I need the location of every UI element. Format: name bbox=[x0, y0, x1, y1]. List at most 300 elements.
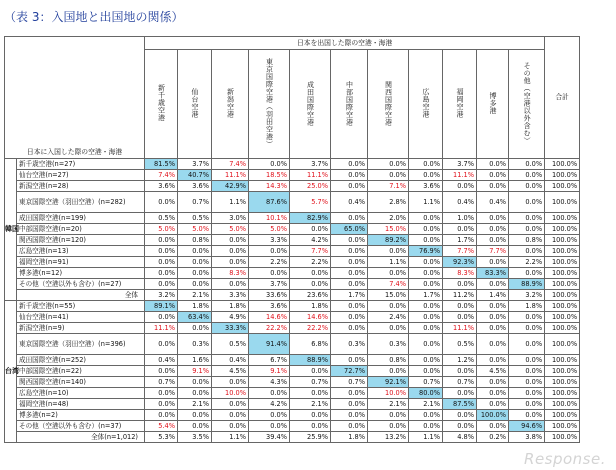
value-cell: 88.9% bbox=[509, 279, 545, 290]
value-cell: 0.0% bbox=[368, 301, 409, 312]
value-cell: 0.0% bbox=[443, 301, 477, 312]
value-cell: 18.5% bbox=[249, 170, 290, 181]
value-cell: 0.0% bbox=[249, 159, 290, 170]
table-row bbox=[5, 246, 580, 257]
row-total-cell: 100.0% bbox=[545, 246, 580, 257]
value-cell: 0.4% bbox=[477, 192, 509, 213]
value-cell: 42.9% bbox=[212, 181, 249, 192]
value-cell: 3.6% bbox=[249, 301, 290, 312]
value-cell: 0.0% bbox=[331, 181, 368, 192]
value-cell: 3.0% bbox=[212, 213, 249, 224]
value-cell: 0.0% bbox=[509, 323, 545, 334]
row-total-cell: 100.0% bbox=[545, 388, 580, 399]
total-value-cell: 1.7% bbox=[409, 290, 443, 301]
value-cell: 0.5% bbox=[212, 334, 249, 355]
value-cell: 0.8% bbox=[368, 355, 409, 366]
value-cell: 72.7% bbox=[331, 366, 368, 377]
total-value-cell: 1.7% bbox=[331, 290, 368, 301]
value-cell: 2.2% bbox=[509, 257, 545, 268]
value-cell: 22.2% bbox=[290, 323, 331, 334]
value-cell: 40.7% bbox=[178, 170, 212, 181]
value-cell: 4.9% bbox=[212, 312, 249, 323]
value-cell: 0.7% bbox=[331, 377, 368, 388]
value-cell: 0.0% bbox=[368, 366, 409, 377]
row-label: 博多港(n=12) bbox=[17, 268, 145, 279]
value-cell: 8.3% bbox=[443, 268, 477, 279]
value-cell: 1.8% bbox=[212, 301, 249, 312]
value-cell: 0.0% bbox=[178, 257, 212, 268]
value-cell: 0.0% bbox=[178, 279, 212, 290]
value-cell: 91.4% bbox=[249, 334, 290, 355]
value-cell: 0.7% bbox=[145, 377, 178, 388]
value-cell: 0.0% bbox=[509, 410, 545, 421]
value-cell: 9.1% bbox=[249, 366, 290, 377]
value-cell: 0.0% bbox=[331, 355, 368, 366]
value-cell: 2.1% bbox=[409, 399, 443, 410]
value-cell: 4.2% bbox=[290, 235, 331, 246]
value-cell: 100.0% bbox=[477, 410, 509, 421]
value-cell: 0.0% bbox=[409, 235, 443, 246]
value-cell: 3.6% bbox=[178, 181, 212, 192]
value-cell: 0.0% bbox=[409, 159, 443, 170]
value-cell: 0.7% bbox=[290, 377, 331, 388]
value-cell: 5.0% bbox=[145, 224, 178, 235]
value-cell: 0.0% bbox=[145, 235, 178, 246]
value-cell: 1.1% bbox=[212, 192, 249, 213]
value-cell: 0.0% bbox=[409, 170, 443, 181]
value-cell: 0.0% bbox=[331, 312, 368, 323]
row-label: 仙台空港(n=41) bbox=[17, 312, 145, 323]
row-label: 新潟空港(n=9) bbox=[17, 323, 145, 334]
row-total-cell: 100.0% bbox=[545, 257, 580, 268]
value-cell: 2.8% bbox=[368, 192, 409, 213]
row-label: 福岡空港(n=91) bbox=[17, 257, 145, 268]
value-cell: 9.1% bbox=[178, 366, 212, 377]
row-total-cell: 100.0% bbox=[545, 224, 580, 235]
total-value-cell: 23.6% bbox=[290, 290, 331, 301]
value-cell: 63.4% bbox=[178, 312, 212, 323]
value-cell: 1.2% bbox=[443, 355, 477, 366]
total-value-cell: 13.2% bbox=[368, 432, 409, 443]
value-cell: 0.0% bbox=[290, 388, 331, 399]
value-cell: 0.0% bbox=[509, 224, 545, 235]
value-cell: 0.0% bbox=[178, 421, 212, 432]
value-cell: 7.4% bbox=[368, 279, 409, 290]
row-total-cell: 100.0% bbox=[545, 312, 580, 323]
value-cell: 0.0% bbox=[509, 334, 545, 355]
value-cell: 0.0% bbox=[477, 181, 509, 192]
value-cell: 0.0% bbox=[409, 421, 443, 432]
value-cell: 14.6% bbox=[290, 312, 331, 323]
value-cell: 0.0% bbox=[477, 388, 509, 399]
row-total-cell: 100.0% bbox=[545, 279, 580, 290]
table-row bbox=[5, 170, 580, 181]
value-cell: 1.1% bbox=[409, 192, 443, 213]
value-cell: 3.7% bbox=[290, 159, 331, 170]
table-row bbox=[5, 323, 580, 334]
value-cell: 0.0% bbox=[509, 377, 545, 388]
value-cell: 0.0% bbox=[290, 421, 331, 432]
value-cell: 3.6% bbox=[409, 181, 443, 192]
value-cell: 0.5% bbox=[145, 213, 178, 224]
port-header: 福岡空港 bbox=[443, 50, 477, 159]
value-cell: 0.3% bbox=[331, 334, 368, 355]
table-row bbox=[5, 192, 580, 213]
value-cell: 0.0% bbox=[249, 246, 290, 257]
value-cell: 7.4% bbox=[145, 170, 178, 181]
value-cell: 10.0% bbox=[212, 388, 249, 399]
value-cell: 92.1% bbox=[368, 377, 409, 388]
table-row bbox=[5, 301, 580, 312]
value-cell: 0.0% bbox=[178, 268, 212, 279]
total-value-cell: 11.2% bbox=[443, 290, 477, 301]
value-cell: 0.0% bbox=[443, 366, 477, 377]
total-row-label: 全体(n=1,012) bbox=[17, 432, 145, 443]
table-row bbox=[5, 410, 580, 421]
value-cell: 5.0% bbox=[212, 224, 249, 235]
port-header: 広島空港 bbox=[409, 50, 443, 159]
value-cell: 0.0% bbox=[331, 388, 368, 399]
port-header: 中部国際空港 bbox=[331, 50, 368, 159]
value-cell: 0.0% bbox=[477, 224, 509, 235]
total-row-total-cell: 100.0% bbox=[545, 290, 580, 301]
value-cell: 0.0% bbox=[477, 334, 509, 355]
value-cell: 0.0% bbox=[443, 421, 477, 432]
table-row bbox=[5, 388, 580, 399]
value-cell: 10.0% bbox=[368, 388, 409, 399]
port-header: 仙台空港 bbox=[178, 50, 212, 159]
row-total-cell: 100.0% bbox=[545, 399, 580, 410]
value-cell: 87.6% bbox=[249, 192, 290, 213]
row-label: 新千歳空港(n=55) bbox=[17, 301, 145, 312]
total-row-total-cell: 100.0% bbox=[545, 432, 580, 443]
row-total-cell: 100.0% bbox=[545, 268, 580, 279]
row-label: 博多港(n=2) bbox=[17, 410, 145, 421]
total-value-cell: 3.3% bbox=[212, 290, 249, 301]
value-cell: 1.1% bbox=[368, 257, 409, 268]
value-cell: 0.0% bbox=[509, 366, 545, 377]
value-cell: 1.8% bbox=[178, 301, 212, 312]
value-cell: 0.0% bbox=[249, 268, 290, 279]
value-cell: 0.0% bbox=[409, 257, 443, 268]
value-cell: 1.0% bbox=[443, 213, 477, 224]
value-cell: 5.0% bbox=[178, 224, 212, 235]
value-cell: 10.1% bbox=[249, 213, 290, 224]
value-cell: 7.7% bbox=[477, 246, 509, 257]
value-cell: 0.5% bbox=[178, 213, 212, 224]
total-header: 合計 bbox=[545, 37, 580, 159]
value-cell: 6.7% bbox=[249, 355, 290, 366]
value-cell: 0.0% bbox=[368, 323, 409, 334]
value-cell: 11.1% bbox=[443, 170, 477, 181]
value-cell: 7.4% bbox=[212, 159, 249, 170]
value-cell: 0.0% bbox=[145, 192, 178, 213]
value-cell: 4.3% bbox=[249, 377, 290, 388]
value-cell: 89.2% bbox=[368, 235, 409, 246]
value-cell: 3.3% bbox=[249, 235, 290, 246]
value-cell: 0.0% bbox=[509, 312, 545, 323]
row-label: 中部国際空港(n=20) bbox=[17, 224, 145, 235]
port-header: 新潟空港 bbox=[212, 50, 249, 159]
table-row bbox=[5, 213, 580, 224]
value-cell: 0.0% bbox=[509, 181, 545, 192]
value-cell: 0.0% bbox=[409, 279, 443, 290]
value-cell: 0.0% bbox=[178, 246, 212, 257]
table-row bbox=[5, 224, 580, 235]
value-cell: 0.0% bbox=[212, 377, 249, 388]
total-value-cell: 33.6% bbox=[249, 290, 290, 301]
row-total-cell: 100.0% bbox=[545, 334, 580, 355]
row-label: 成田国際空港(n=252) bbox=[17, 355, 145, 366]
value-cell: 0.0% bbox=[331, 246, 368, 257]
value-cell: 0.0% bbox=[212, 246, 249, 257]
value-cell: 0.0% bbox=[212, 235, 249, 246]
value-cell: 1.8% bbox=[290, 301, 331, 312]
value-cell: 0.0% bbox=[178, 388, 212, 399]
value-cell: 0.0% bbox=[178, 410, 212, 421]
value-cell: 0.0% bbox=[477, 323, 509, 334]
value-cell: 92.3% bbox=[443, 257, 477, 268]
value-cell: 65.0% bbox=[331, 224, 368, 235]
value-cell: 0.0% bbox=[477, 312, 509, 323]
port-header: 東京国際空港（羽田空港） bbox=[249, 50, 290, 159]
value-cell: 0.4% bbox=[212, 355, 249, 366]
port-header: 関西国際空港 bbox=[368, 50, 409, 159]
value-cell: 3.7% bbox=[249, 279, 290, 290]
total-value-cell: 3.8% bbox=[509, 432, 545, 443]
total-value-cell: 1.1% bbox=[409, 432, 443, 443]
value-cell: 6.8% bbox=[290, 334, 331, 355]
value-cell: 0.0% bbox=[331, 170, 368, 181]
value-cell: 15.0% bbox=[368, 224, 409, 235]
row-label: 広島空港(n=10) bbox=[17, 388, 145, 399]
value-cell: 0.0% bbox=[443, 279, 477, 290]
value-cell: 5.4% bbox=[145, 421, 178, 432]
value-cell: 76.9% bbox=[409, 246, 443, 257]
table-row bbox=[5, 159, 580, 170]
value-cell: 0.0% bbox=[409, 355, 443, 366]
value-cell: 0.0% bbox=[477, 421, 509, 432]
value-cell: 3.6% bbox=[145, 181, 178, 192]
port-header: その他（空港以外含む） bbox=[509, 50, 545, 159]
value-cell: 82.9% bbox=[290, 213, 331, 224]
value-cell: 5.7% bbox=[290, 192, 331, 213]
value-cell: 25.0% bbox=[290, 181, 331, 192]
total-value-cell: 5.3% bbox=[145, 432, 178, 443]
value-cell: 0.0% bbox=[477, 257, 509, 268]
value-cell: 0.0% bbox=[509, 355, 545, 366]
total-value-cell: 1.8% bbox=[331, 432, 368, 443]
value-cell: 0.0% bbox=[477, 159, 509, 170]
value-cell: 0.0% bbox=[509, 399, 545, 410]
value-cell: 2.2% bbox=[249, 257, 290, 268]
value-cell: 11.1% bbox=[290, 170, 331, 181]
value-cell: 4.5% bbox=[212, 366, 249, 377]
table-row bbox=[5, 181, 580, 192]
value-cell: 0.0% bbox=[443, 410, 477, 421]
row-total-cell: 100.0% bbox=[545, 170, 580, 181]
value-cell: 0.0% bbox=[290, 366, 331, 377]
row-label: 東京国際空港（羽田空港）(n=282) bbox=[17, 192, 145, 213]
value-cell: 0.0% bbox=[331, 399, 368, 410]
row-label: 東京国際空港（羽田空港）(n=396) bbox=[17, 334, 145, 355]
value-cell: 11.1% bbox=[145, 323, 178, 334]
departure-header: 日本を出国した際の空港・海港 bbox=[145, 37, 545, 50]
value-cell: 0.3% bbox=[368, 334, 409, 355]
value-cell: 0.7% bbox=[409, 377, 443, 388]
value-cell: 7.1% bbox=[368, 181, 409, 192]
value-cell: 0.0% bbox=[409, 410, 443, 421]
value-cell: 0.0% bbox=[409, 323, 443, 334]
table-row bbox=[5, 377, 580, 388]
value-cell: 0.0% bbox=[368, 410, 409, 421]
value-cell: 0.0% bbox=[145, 388, 178, 399]
arrival-departure-table bbox=[4, 36, 580, 443]
value-cell: 0.0% bbox=[331, 257, 368, 268]
value-cell: 0.0% bbox=[331, 301, 368, 312]
port-header: 博多港 bbox=[477, 50, 509, 159]
value-cell: 0.0% bbox=[477, 213, 509, 224]
value-cell: 2.1% bbox=[290, 399, 331, 410]
value-cell: 0.0% bbox=[409, 366, 443, 377]
value-cell: 0.0% bbox=[477, 170, 509, 181]
row-total-cell: 100.0% bbox=[545, 377, 580, 388]
value-cell: 0.0% bbox=[145, 334, 178, 355]
value-cell: 0.0% bbox=[509, 159, 545, 170]
value-cell: 0.0% bbox=[509, 268, 545, 279]
value-cell: 2.1% bbox=[368, 399, 409, 410]
value-cell: 0.0% bbox=[331, 421, 368, 432]
table-row bbox=[5, 279, 580, 290]
value-cell: 0.0% bbox=[331, 410, 368, 421]
value-cell: 0.0% bbox=[443, 312, 477, 323]
total-value-cell: 1.4% bbox=[477, 290, 509, 301]
value-cell: 0.0% bbox=[212, 421, 249, 432]
row-label: 新潟空港(n=28) bbox=[17, 181, 145, 192]
value-cell: 3.7% bbox=[443, 159, 477, 170]
row-total-cell: 100.0% bbox=[545, 213, 580, 224]
row-total-cell: 100.0% bbox=[545, 159, 580, 170]
arrival-header: 日本に入国した際の空港・海港 bbox=[5, 37, 145, 159]
value-cell: 1.8% bbox=[509, 301, 545, 312]
value-cell: 0.0% bbox=[331, 279, 368, 290]
total-row-label: 全体 bbox=[17, 290, 145, 301]
value-cell: 0.0% bbox=[290, 224, 331, 235]
row-label: 関西国際空港(n=140) bbox=[17, 377, 145, 388]
value-cell: 0.0% bbox=[509, 388, 545, 399]
value-cell: 0.8% bbox=[509, 235, 545, 246]
table-row bbox=[5, 312, 580, 323]
total-value-cell: 39.4% bbox=[249, 432, 290, 443]
value-cell: 0.0% bbox=[477, 377, 509, 388]
table-row bbox=[5, 355, 580, 366]
value-cell: 7.7% bbox=[290, 246, 331, 257]
row-total-cell: 100.0% bbox=[545, 366, 580, 377]
value-cell: 0.0% bbox=[249, 410, 290, 421]
value-cell: 0.0% bbox=[409, 268, 443, 279]
total-value-cell: 3.5% bbox=[178, 432, 212, 443]
row-label: 中部国際空港(n=22) bbox=[17, 366, 145, 377]
row-total-cell: 100.0% bbox=[545, 323, 580, 334]
value-cell: 33.3% bbox=[212, 323, 249, 334]
row-total-cell: 100.0% bbox=[545, 410, 580, 421]
total-value-cell: 2.1% bbox=[178, 290, 212, 301]
value-cell: 89.1% bbox=[145, 301, 178, 312]
row-total-cell: 100.0% bbox=[545, 235, 580, 246]
value-cell: 0.0% bbox=[368, 421, 409, 432]
value-cell: 7.7% bbox=[443, 246, 477, 257]
value-cell: 0.0% bbox=[145, 410, 178, 421]
value-cell: 0.0% bbox=[368, 246, 409, 257]
value-cell: 14.3% bbox=[249, 181, 290, 192]
group-total-row bbox=[5, 290, 580, 301]
value-cell: 2.4% bbox=[368, 312, 409, 323]
value-cell: 0.0% bbox=[145, 399, 178, 410]
value-cell: 0.0% bbox=[145, 268, 178, 279]
row-total-cell: 100.0% bbox=[545, 355, 580, 366]
value-cell: 0.0% bbox=[212, 257, 249, 268]
total-value-cell: 3.2% bbox=[509, 290, 545, 301]
value-cell: 11.1% bbox=[443, 323, 477, 334]
value-cell: 87.5% bbox=[443, 399, 477, 410]
value-cell: 0.0% bbox=[443, 224, 477, 235]
value-cell: 0.0% bbox=[477, 399, 509, 410]
total-value-cell: 0.2% bbox=[477, 432, 509, 443]
value-cell: 0.0% bbox=[409, 334, 443, 355]
value-cell: 8.3% bbox=[212, 268, 249, 279]
value-cell: 0.5% bbox=[443, 334, 477, 355]
total-value-cell: 15.0% bbox=[368, 290, 409, 301]
value-cell: 3.7% bbox=[178, 159, 212, 170]
value-cell: 0.0% bbox=[331, 235, 368, 246]
row-label: 仙台空港(n=27) bbox=[17, 170, 145, 181]
value-cell: 5.0% bbox=[249, 224, 290, 235]
row-label: 広島空港(n=13) bbox=[17, 246, 145, 257]
value-cell: 11.1% bbox=[212, 170, 249, 181]
value-cell: 0.0% bbox=[409, 301, 443, 312]
row-label: その他（空港以外も含む）(n=37) bbox=[17, 421, 145, 432]
value-cell: 0.0% bbox=[249, 388, 290, 399]
group-label: 台湾 bbox=[5, 301, 17, 443]
value-cell: 88.9% bbox=[290, 355, 331, 366]
table-row bbox=[5, 235, 580, 246]
value-cell: 0.0% bbox=[145, 246, 178, 257]
group-total-row bbox=[5, 432, 580, 443]
value-cell: 0.0% bbox=[509, 213, 545, 224]
row-total-cell: 100.0% bbox=[545, 301, 580, 312]
value-cell: 0.0% bbox=[477, 235, 509, 246]
value-cell: 0.0% bbox=[331, 213, 368, 224]
row-label: その他（空港以外も含む）(n=27) bbox=[17, 279, 145, 290]
row-label: 関西国際空港(n=120) bbox=[17, 235, 145, 246]
table-row bbox=[5, 334, 580, 355]
row-label: 新千歳空港(n=27) bbox=[17, 159, 145, 170]
value-cell: 0.0% bbox=[409, 213, 443, 224]
value-cell: 0.0% bbox=[212, 279, 249, 290]
value-cell: 4.5% bbox=[477, 366, 509, 377]
value-cell: 0.0% bbox=[145, 279, 178, 290]
row-label: 成田国際空港(n=199) bbox=[17, 213, 145, 224]
value-cell: 2.2% bbox=[290, 257, 331, 268]
value-cell: 2.1% bbox=[178, 399, 212, 410]
value-cell: 0.0% bbox=[477, 355, 509, 366]
value-cell: 0.0% bbox=[409, 224, 443, 235]
value-cell: 1.7% bbox=[443, 235, 477, 246]
row-total-cell: 100.0% bbox=[545, 192, 580, 213]
value-cell: 4.2% bbox=[249, 399, 290, 410]
table-title: （表 3：入国地と出国地の関係） bbox=[4, 10, 184, 24]
value-cell: 0.0% bbox=[509, 170, 545, 181]
